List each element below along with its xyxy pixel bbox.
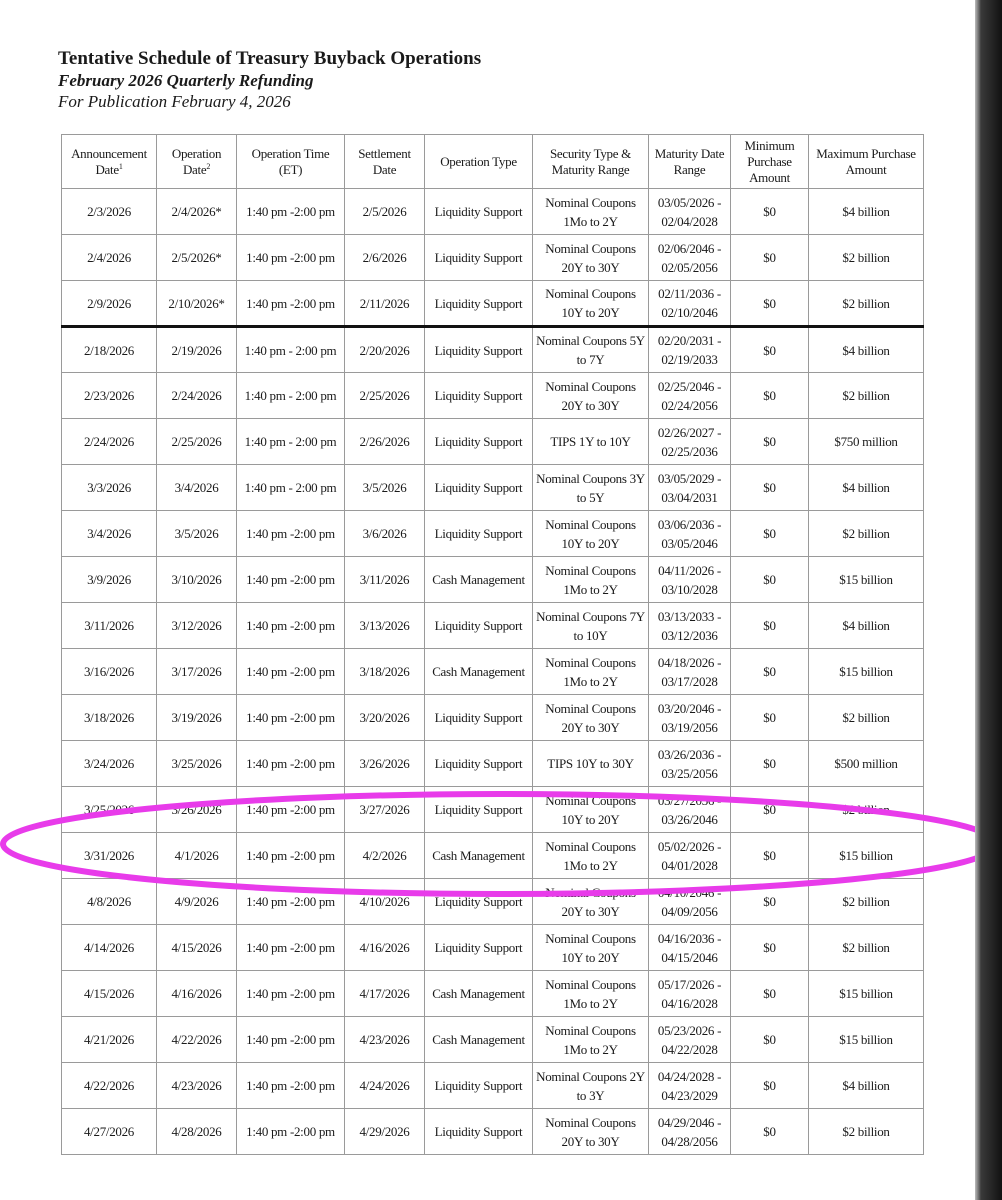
security-type-cell: TIPS 10Y to 30Y <box>533 741 649 787</box>
maximum-purchase-cell: $15 billion <box>809 833 924 879</box>
document-title: Tentative Schedule of Treasury Buyback Operations <box>58 48 482 69</box>
table-row <box>62 465 924 511</box>
operation-time-cell: 1:40 pm - 2:00 pm <box>237 373 345 419</box>
maximum-purchase-cell: $2 billion <box>809 879 924 925</box>
security-type-cell: Nominal Coupons 1Mo to 2Y <box>533 833 649 879</box>
settlement-date-cell: 3/6/2026 <box>345 511 425 557</box>
maximum-purchase-cell: $15 billion <box>809 649 924 695</box>
table-row <box>62 925 924 971</box>
settlement-date-cell: 2/5/2026 <box>345 189 425 235</box>
announcement-date-cell: 3/16/2026 <box>62 649 157 695</box>
operation-type-cell: Liquidity Support <box>425 281 533 327</box>
announcement-date-cell: 4/8/2026 <box>62 879 157 925</box>
minimum-purchase-cell: $0 <box>731 327 809 373</box>
announcement-date-cell: 4/14/2026 <box>62 925 157 971</box>
announcement-date-cell: 3/4/2026 <box>62 511 157 557</box>
maturity-date-range-cell: 05/02/2026 - 04/01/2028 <box>649 833 731 879</box>
table-row <box>62 189 924 235</box>
minimum-purchase-cell: $0 <box>731 511 809 557</box>
announcement-date-cell: 4/15/2026 <box>62 971 157 1017</box>
table-body <box>62 189 924 1155</box>
buyback-schedule-table <box>61 134 924 1155</box>
operation-date-cell: 2/4/2026* <box>157 189 237 235</box>
operation-date-cell: 4/22/2026 <box>157 1017 237 1063</box>
operation-time-cell: 1:40 pm - 2:00 pm <box>237 327 345 373</box>
security-type-cell: Nominal Coupons 10Y to 20Y <box>533 925 649 971</box>
settlement-date-cell: 3/20/2026 <box>345 695 425 741</box>
settlement-date-cell: 4/10/2026 <box>345 879 425 925</box>
operation-type-cell: Liquidity Support <box>425 465 533 511</box>
security-type-cell: Nominal Coupons 1Mo to 2Y <box>533 1017 649 1063</box>
column-header <box>345 135 425 189</box>
maturity-date-range-cell: 03/20/2046 - 03/19/2056 <box>649 695 731 741</box>
operation-date-cell: 3/26/2026 <box>157 787 237 833</box>
operation-date-cell: 2/19/2026 <box>157 327 237 373</box>
announcement-date-cell: 4/21/2026 <box>62 1017 157 1063</box>
minimum-purchase-cell: $0 <box>731 557 809 603</box>
operation-time-cell: 1:40 pm - 2:00 pm <box>237 465 345 511</box>
maturity-date-range-cell: 03/05/2026 - 02/04/2028 <box>649 189 731 235</box>
footnote-marker: 1 <box>118 161 123 171</box>
operation-type-cell: Liquidity Support <box>425 787 533 833</box>
column-header <box>809 135 924 189</box>
maturity-date-range-cell: 04/10/2046 - 04/09/2056 <box>649 879 731 925</box>
security-type-cell: TIPS 1Y to 10Y <box>533 419 649 465</box>
settlement-date-cell: 4/24/2026 <box>345 1063 425 1109</box>
security-type-cell: Nominal Coupons 20Y to 30Y <box>533 695 649 741</box>
settlement-date-cell: 2/11/2026 <box>345 281 425 327</box>
column-header <box>649 135 731 189</box>
announcement-date-cell: 2/24/2026 <box>62 419 157 465</box>
announcement-date-cell: 4/27/2026 <box>62 1109 157 1155</box>
maximum-purchase-cell: $15 billion <box>809 1017 924 1063</box>
maturity-date-range-cell: 02/06/2046 - 02/05/2056 <box>649 235 731 281</box>
operation-time-cell: 1:40 pm -2:00 pm <box>237 557 345 603</box>
operation-date-cell: 3/25/2026 <box>157 741 237 787</box>
settlement-date-cell: 3/13/2026 <box>345 603 425 649</box>
operation-date-cell: 2/5/2026* <box>157 235 237 281</box>
security-type-cell: Nominal Coupons 7Y to 10Y <box>533 603 649 649</box>
minimum-purchase-cell: $0 <box>731 235 809 281</box>
settlement-date-cell: 3/27/2026 <box>345 787 425 833</box>
column-header <box>62 135 157 189</box>
announcement-date-cell: 3/11/2026 <box>62 603 157 649</box>
minimum-purchase-cell: $0 <box>731 971 809 1017</box>
operation-date-cell: 4/1/2026 <box>157 833 237 879</box>
maturity-date-range-cell: 04/11/2026 - 03/10/2028 <box>649 557 731 603</box>
table-row <box>62 327 924 373</box>
column-header <box>533 135 649 189</box>
security-type-cell: Nominal Coupons 20Y to 30Y <box>533 235 649 281</box>
operation-type-cell: Cash Management <box>425 649 533 695</box>
settlement-date-cell: 3/5/2026 <box>345 465 425 511</box>
table-row <box>62 511 924 557</box>
maturity-date-range-cell: 04/16/2036 - 04/15/2046 <box>649 925 731 971</box>
table-row <box>62 235 924 281</box>
security-type-cell: Nominal Coupons 10Y to 20Y <box>533 511 649 557</box>
maximum-purchase-cell: $2 billion <box>809 925 924 971</box>
settlement-date-cell: 3/26/2026 <box>345 741 425 787</box>
maturity-date-range-cell: 03/06/2036 - 03/05/2046 <box>649 511 731 557</box>
announcement-date-cell: 2/18/2026 <box>62 327 157 373</box>
minimum-purchase-cell: $0 <box>731 833 809 879</box>
publication-date: For Publication February 4, 2026 <box>58 92 291 111</box>
maximum-purchase-cell: $2 billion <box>809 373 924 419</box>
table-row <box>62 1017 924 1063</box>
operation-type-cell: Cash Management <box>425 833 533 879</box>
security-type-cell: Nominal Coupons 10Y to 20Y <box>533 281 649 327</box>
operation-type-cell: Liquidity Support <box>425 189 533 235</box>
operation-type-cell: Liquidity Support <box>425 879 533 925</box>
operation-type-cell: Liquidity Support <box>425 741 533 787</box>
security-type-cell: Nominal Coupons 10Y to 20Y <box>533 787 649 833</box>
table-row <box>62 879 924 925</box>
minimum-purchase-cell: $0 <box>731 1063 809 1109</box>
operation-type-cell: Liquidity Support <box>425 695 533 741</box>
header-row <box>62 135 924 189</box>
table-row <box>62 281 924 327</box>
minimum-purchase-cell: $0 <box>731 741 809 787</box>
column-header-label: Announcement Date <box>71 145 147 177</box>
security-type-cell: Nominal Coupons 3Y to 5Y <box>533 465 649 511</box>
security-type-cell: Nominal Coupons 1Mo to 2Y <box>533 649 649 695</box>
settlement-date-cell: 4/29/2026 <box>345 1109 425 1155</box>
table-row <box>62 695 924 741</box>
announcement-date-cell: 3/25/2026 <box>62 787 157 833</box>
table-row <box>62 741 924 787</box>
announcement-date-cell: 3/24/2026 <box>62 741 157 787</box>
maximum-purchase-cell: $4 billion <box>809 1063 924 1109</box>
operation-time-cell: 1:40 pm -2:00 pm <box>237 879 345 925</box>
minimum-purchase-cell: $0 <box>731 419 809 465</box>
page-edge-shadow <box>975 0 1002 1200</box>
security-type-cell: Nominal Coupons 5Y to 7Y <box>533 327 649 373</box>
document-subtitle: February 2026 Quarterly Refunding <box>58 71 314 90</box>
maximum-purchase-cell: $2 billion <box>809 511 924 557</box>
settlement-date-cell: 4/23/2026 <box>345 1017 425 1063</box>
minimum-purchase-cell: $0 <box>731 1017 809 1063</box>
settlement-date-cell: 4/2/2026 <box>345 833 425 879</box>
operation-type-cell: Liquidity Support <box>425 603 533 649</box>
column-header <box>425 135 533 189</box>
footnote-marker: 2 <box>206 161 211 171</box>
operation-date-cell: 3/4/2026 <box>157 465 237 511</box>
maximum-purchase-cell: $2 billion <box>809 281 924 327</box>
table-row <box>62 1109 924 1155</box>
announcement-date-cell: 4/22/2026 <box>62 1063 157 1109</box>
operation-type-cell: Cash Management <box>425 1017 533 1063</box>
operation-time-cell: 1:40 pm -2:00 pm <box>237 741 345 787</box>
minimum-purchase-cell: $0 <box>731 925 809 971</box>
operation-time-cell: 1:40 pm -2:00 pm <box>237 833 345 879</box>
table-row <box>62 1063 924 1109</box>
column-header <box>731 135 809 189</box>
security-type-cell: Nominal Coupons 20Y to 30Y <box>533 879 649 925</box>
operation-time-cell: 1:40 pm -2:00 pm <box>237 281 345 327</box>
operation-date-cell: 4/28/2026 <box>157 1109 237 1155</box>
minimum-purchase-cell: $0 <box>731 879 809 925</box>
settlement-date-cell: 4/17/2026 <box>345 971 425 1017</box>
table-row <box>62 557 924 603</box>
column-header-label: Settlement Date <box>358 145 411 177</box>
operation-time-cell: 1:40 pm -2:00 pm <box>237 925 345 971</box>
minimum-purchase-cell: $0 <box>731 649 809 695</box>
minimum-purchase-cell: $0 <box>731 787 809 833</box>
operation-time-cell: 1:40 pm -2:00 pm <box>237 787 345 833</box>
settlement-date-cell: 2/20/2026 <box>345 327 425 373</box>
announcement-date-cell: 2/4/2026 <box>62 235 157 281</box>
column-header-label: Maturity Date Range <box>654 145 725 177</box>
operation-time-cell: 1:40 pm - 2:00 pm <box>237 419 345 465</box>
maturity-date-range-cell: 03/13/2033 - 03/12/2036 <box>649 603 731 649</box>
operation-type-cell: Liquidity Support <box>425 511 533 557</box>
table-row <box>62 419 924 465</box>
operation-type-cell: Liquidity Support <box>425 373 533 419</box>
maximum-purchase-cell: $4 billion <box>809 603 924 649</box>
operation-date-cell: 4/23/2026 <box>157 1063 237 1109</box>
operation-time-cell: 1:40 pm -2:00 pm <box>237 189 345 235</box>
announcement-date-cell: 2/9/2026 <box>62 281 157 327</box>
operation-time-cell: 1:40 pm -2:00 pm <box>237 1017 345 1063</box>
maturity-date-range-cell: 02/26/2027 - 02/25/2036 <box>649 419 731 465</box>
maturity-date-range-cell: 02/11/2036 - 02/10/2046 <box>649 281 731 327</box>
settlement-date-cell: 2/25/2026 <box>345 373 425 419</box>
operation-type-cell: Liquidity Support <box>425 235 533 281</box>
operation-type-cell: Liquidity Support <box>425 1063 533 1109</box>
maximum-purchase-cell: $750 million <box>809 419 924 465</box>
operation-date-cell: 4/16/2026 <box>157 971 237 1017</box>
operation-date-cell: 3/5/2026 <box>157 511 237 557</box>
operation-time-cell: 1:40 pm -2:00 pm <box>237 235 345 281</box>
operation-time-cell: 1:40 pm -2:00 pm <box>237 695 345 741</box>
column-header <box>237 135 345 189</box>
table-header <box>62 135 924 189</box>
settlement-date-cell: 2/6/2026 <box>345 235 425 281</box>
maturity-date-range-cell: 03/26/2036 - 03/25/2056 <box>649 741 731 787</box>
announcement-date-cell: 3/31/2026 <box>62 833 157 879</box>
operation-type-cell: Liquidity Support <box>425 925 533 971</box>
announcement-date-cell: 3/18/2026 <box>62 695 157 741</box>
security-type-cell: Nominal Coupons 1Mo to 2Y <box>533 189 649 235</box>
maximum-purchase-cell: $4 billion <box>809 465 924 511</box>
maturity-date-range-cell: 04/29/2046 - 04/28/2056 <box>649 1109 731 1155</box>
operation-date-cell: 3/12/2026 <box>157 603 237 649</box>
announcement-date-cell: 3/3/2026 <box>62 465 157 511</box>
minimum-purchase-cell: $0 <box>731 189 809 235</box>
security-type-cell: Nominal Coupons 20Y to 30Y <box>533 373 649 419</box>
settlement-date-cell: 4/16/2026 <box>345 925 425 971</box>
column-header-label: Security Type & Maturity Range <box>549 145 631 177</box>
minimum-purchase-cell: $0 <box>731 373 809 419</box>
settlement-date-cell: 3/11/2026 <box>345 557 425 603</box>
maximum-purchase-cell: $15 billion <box>809 557 924 603</box>
minimum-purchase-cell: $0 <box>731 695 809 741</box>
announcement-date-cell: 3/9/2026 <box>62 557 157 603</box>
minimum-purchase-cell: $0 <box>731 1109 809 1155</box>
maximum-purchase-cell: $2 billion <box>809 787 924 833</box>
maturity-date-range-cell: 05/23/2026 - 04/22/2028 <box>649 1017 731 1063</box>
maximum-purchase-cell: $15 billion <box>809 971 924 1017</box>
operation-time-cell: 1:40 pm -2:00 pm <box>237 1063 345 1109</box>
maturity-date-range-cell: 05/17/2026 - 04/16/2028 <box>649 971 731 1017</box>
operation-date-cell: 3/17/2026 <box>157 649 237 695</box>
maturity-date-range-cell: 03/27/2036 - 03/26/2046 <box>649 787 731 833</box>
operation-type-cell: Liquidity Support <box>425 419 533 465</box>
security-type-cell: Nominal Coupons 2Y to 3Y <box>533 1063 649 1109</box>
operation-date-cell: 4/15/2026 <box>157 925 237 971</box>
column-header-label: Operation Type <box>440 153 517 169</box>
column-header-label: Maximum Purchase Amount <box>816 145 916 177</box>
maximum-purchase-cell: $4 billion <box>809 327 924 373</box>
operation-date-cell: 4/9/2026 <box>157 879 237 925</box>
operation-date-cell: 2/10/2026* <box>157 281 237 327</box>
maximum-purchase-cell: $2 billion <box>809 235 924 281</box>
operation-time-cell: 1:40 pm -2:00 pm <box>237 511 345 557</box>
announcement-date-cell: 2/3/2026 <box>62 189 157 235</box>
operation-date-cell: 2/24/2026 <box>157 373 237 419</box>
maturity-date-range-cell: 03/05/2029 - 03/04/2031 <box>649 465 731 511</box>
operation-time-cell: 1:40 pm -2:00 pm <box>237 603 345 649</box>
maximum-purchase-cell: $4 billion <box>809 189 924 235</box>
column-header-label: Operation Time (ET) <box>251 145 330 177</box>
minimum-purchase-cell: $0 <box>731 281 809 327</box>
security-type-cell: Nominal Coupons 1Mo to 2Y <box>533 557 649 603</box>
maximum-purchase-cell: $2 billion <box>809 1109 924 1155</box>
column-header-label: Operation Date <box>171 145 222 177</box>
table-row <box>62 971 924 1017</box>
settlement-date-cell: 3/18/2026 <box>345 649 425 695</box>
operation-type-cell: Cash Management <box>425 971 533 1017</box>
column-header-label: Minimum Purchase Amount <box>744 137 795 185</box>
table-row <box>62 787 924 833</box>
operation-date-cell: 3/10/2026 <box>157 557 237 603</box>
maximum-purchase-cell: $500 million <box>809 741 924 787</box>
operation-date-cell: 3/19/2026 <box>157 695 237 741</box>
table-row <box>62 603 924 649</box>
maturity-date-range-cell: 04/18/2026 - 03/17/2028 <box>649 649 731 695</box>
operation-date-cell: 2/25/2026 <box>157 419 237 465</box>
table-row <box>62 373 924 419</box>
security-type-cell: Nominal Coupons 20Y to 30Y <box>533 1109 649 1155</box>
operation-type-cell: Liquidity Support <box>425 327 533 373</box>
table-row <box>62 833 924 879</box>
minimum-purchase-cell: $0 <box>731 465 809 511</box>
settlement-date-cell: 2/26/2026 <box>345 419 425 465</box>
operation-type-cell: Liquidity Support <box>425 1109 533 1155</box>
maximum-purchase-cell: $2 billion <box>809 695 924 741</box>
announcement-date-cell: 2/23/2026 <box>62 373 157 419</box>
operation-time-cell: 1:40 pm -2:00 pm <box>237 649 345 695</box>
security-type-cell: Nominal Coupons 1Mo to 2Y <box>533 971 649 1017</box>
operation-time-cell: 1:40 pm -2:00 pm <box>237 971 345 1017</box>
table-row <box>62 649 924 695</box>
operation-time-cell: 1:40 pm -2:00 pm <box>237 1109 345 1155</box>
column-header <box>157 135 237 189</box>
maturity-date-range-cell: 04/24/2028 - 04/23/2029 <box>649 1063 731 1109</box>
maturity-date-range-cell: 02/20/2031 - 02/19/2033 <box>649 327 731 373</box>
minimum-purchase-cell: $0 <box>731 603 809 649</box>
operation-type-cell: Cash Management <box>425 557 533 603</box>
maturity-date-range-cell: 02/25/2046 - 02/24/2056 <box>649 373 731 419</box>
